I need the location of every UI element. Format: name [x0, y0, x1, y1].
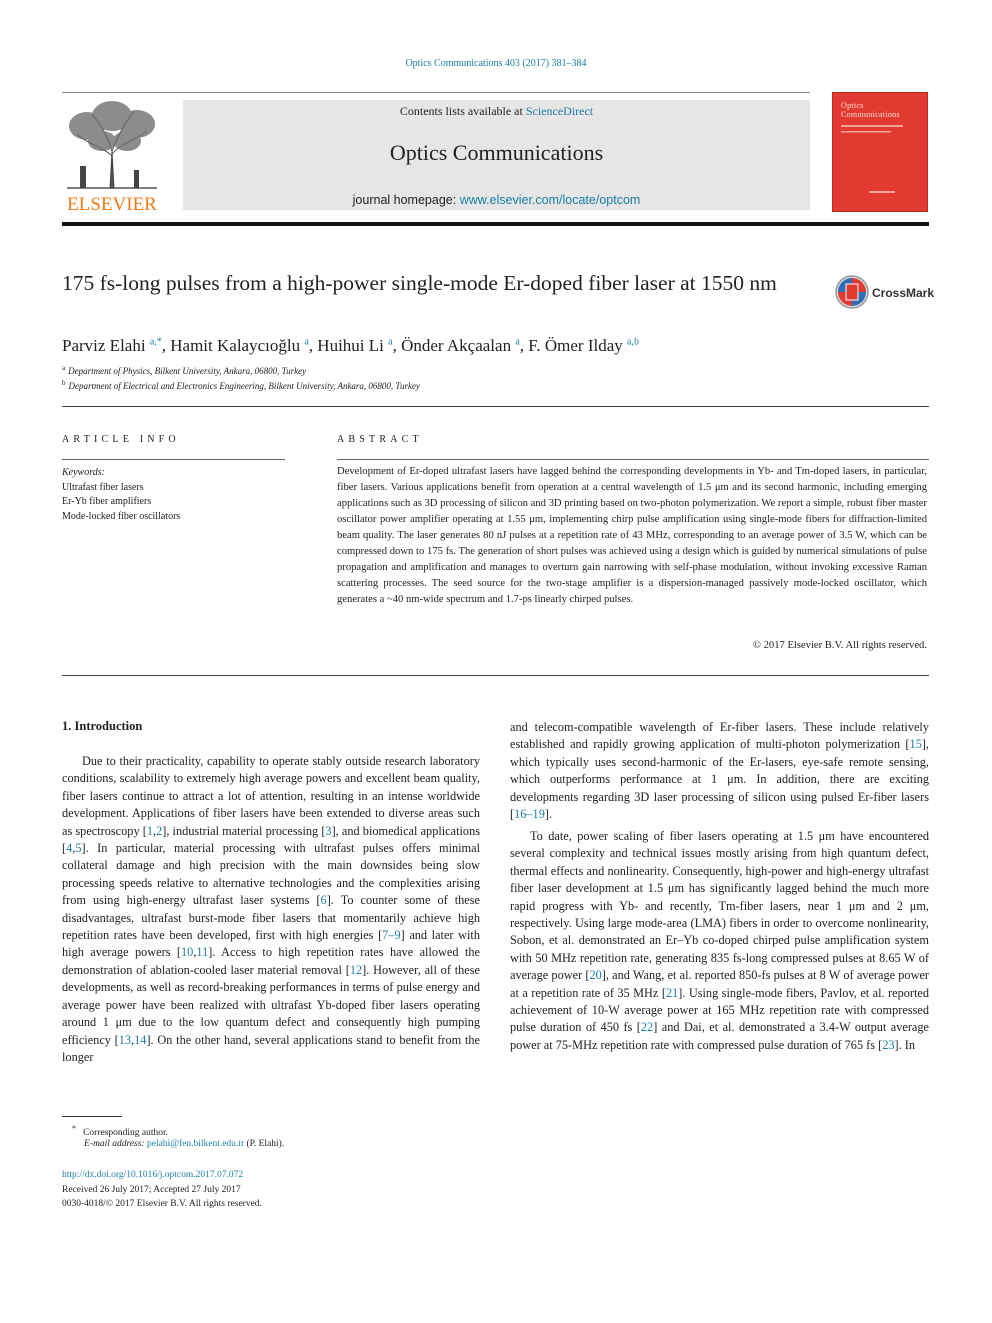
reference-link[interactable]: 7–9: [382, 928, 401, 943]
elsevier-logo[interactable]: [62, 96, 162, 214]
author-name[interactable]: Önder Akçaalan: [401, 336, 512, 355]
author-name[interactable]: Parviz Elahi: [62, 336, 146, 355]
divider: [62, 406, 929, 407]
reference-link[interactable]: 11: [196, 945, 209, 960]
contents-prefix: Contents lists available at: [399, 104, 526, 118]
email-suffix: (P. Elahi).: [244, 1139, 285, 1149]
reference-link[interactable]: 15: [909, 737, 922, 752]
email-note: [84, 1139, 284, 1149]
journal-masthead: [183, 100, 810, 210]
reference-link[interactable]: 3: [325, 823, 332, 838]
cover-decoration: [841, 125, 921, 205]
affiliation-mark: a: [62, 364, 66, 372]
reference-link[interactable]: 14: [134, 1032, 147, 1047]
body-paragraph: and telecom-compatible wavelength of Er-fiber lasers. These include relatively established and rapidly growing application of multi-photon polymerization [15], which typically uses second-harmonic of the Er-lasers, eye-safe remote sensing, which outperforms performance at 1 μm. In addition, there are exciting developments regarding 3D laser processing of silicon using pulsed Er-fiber lasers [16–19].: [510, 720, 929, 822]
body-paragraph: To date, power scaling of fiber lasers operating at 1.5 μm have encountered several complexity and technical issues mostly arising from high quantum defect, thermal effects and nonlinearity. Consequently, high-power and high-energy ultrafast fiber laser development at 1.5 μm has significantly lagged behind the much more rapid progress with Yb- and recently, Tm-fiber lasers, near 1 μm and 2 μm, respectively. Using large mode-area (LMA) fibers in order to overcome nonlinearity, Sobon, et al. demonstrated an Er–Yb co-doped chirped pulse amplification system with 50 MHz repetition rate, generating 835 fs-long compressed pulses at 8.65 W of average power [20], and Wang, et al. reported 850-fs pulses at 8 W of average power at a repetition rate of 35 MHz [21]. Using single-mode fibers, Pavlov, et al. reported achievement of 10-W average power at 165 MHz repetition rate with compressed pulse duration of 450 fs [22] and Dai, et al. demonstrated a 3.4-W output average power at 75-MHz repetition rate with compressed pulse duration of 765 fs [23]. In: [510, 829, 930, 1052]
author-affiliation-mark[interactable]: a,*: [149, 336, 162, 348]
corresponding-author-note: [72, 1124, 168, 1138]
divider: [62, 459, 285, 460]
homepage-prefix: journal homepage:: [352, 193, 460, 207]
author-affiliation-mark[interactable]: a: [515, 336, 520, 348]
divider: [337, 459, 929, 460]
crossmark-label: CrossMark: [872, 286, 935, 300]
reference-link[interactable]: 5: [75, 841, 82, 856]
footnote-mark: *: [72, 1124, 76, 1133]
reference-link[interactable]: 21: [665, 985, 679, 1000]
keywords-label: Keywords:: [62, 467, 105, 478]
reference-link[interactable]: 20: [589, 968, 602, 983]
reference-link[interactable]: 12: [349, 962, 363, 977]
reference-link[interactable]: 22: [640, 1020, 654, 1035]
footnote-rule: [62, 1116, 122, 1117]
crossmark-badge[interactable]: [834, 274, 934, 310]
email-label: E-mail address:: [84, 1139, 147, 1149]
header-rule-top: [62, 92, 810, 93]
journal-homepage-link[interactable]: www.elsevier.com/locate/optcom: [459, 193, 641, 207]
doi-link[interactable]: http://dx.doi.org/10.1016/j.optcom.2017.07.072: [62, 1170, 244, 1180]
email-link[interactable]: pelahi@fen.bilkent.edu.tr: [146, 1139, 245, 1149]
cover-title: Optics Communications: [841, 101, 900, 119]
elsevier-tree-icon: [62, 96, 162, 214]
received-dates: Received 26 July 2017; Accepted 27 July 2017: [62, 1185, 241, 1195]
keywords-block: [62, 466, 180, 524]
journal-cover-thumbnail[interactable]: [832, 92, 928, 212]
affiliation-mark: b: [62, 379, 66, 387]
corresponding-author-text: Corresponding author.: [83, 1128, 169, 1139]
issn-copyright: 0030-4018/© 2017 Elsevier B.V. All rights reserved.: [62, 1199, 262, 1209]
affiliation-text: Department of Electrical and Electronics Engineering, Bilkent University, Ankara, 06800, Turkey: [68, 381, 420, 391]
sciencedirect-link[interactable]: ScienceDirect: [525, 104, 594, 118]
journal-title: Optics Communications: [389, 140, 604, 165]
author-affiliation-mark[interactable]: a: [388, 336, 393, 348]
keyword: Mode-locked fiber oscillators: [62, 510, 181, 522]
article-info-heading: ARTICLE INFO: [62, 434, 180, 445]
article-title: 175 fs-long pulses from a high-power single-mode Er-doped fiber laser at 1550 nm: [62, 271, 777, 295]
body-paragraph: Due to their practicality, capability to operate stably outside research laboratory conditions, scalability to extremely high average powers and excellent beam quality, fiber lasers continue to attract a lot of attention, resulting in an intense worldwide development. Applications of fiber lasers have been extended to diverse areas such as spectroscopy [1,2], industrial material processing [3], and biomedical applications [4,5]. In particular, material processing with ultrafast pulses offers minimal collateral damage and high precision with the main downsides being slow processing speeds relative to alternative technologies and the complexities arising from using high-energy ultrafast laser systems [6]. To counter some of these disadvantages, ultrafast burst-mode fiber lasers that momentarily achieve high repetition rates have been developed, first with high energies [7–9] and later with high average powers [10,11]. Access to high repetition rates have allowed the demonstration of ablation-cooled laser material removal [12]. However, all of these developments, as well as record-breaking performances in terms of pulse energy and average power have been realized with ultrafast Yb-doped fiber lasers operating around 1 μm due to the low quantum defect and consequently high pumping efficiency [13,14]. On the other hand, several applications stand to benefit from the longer: [62, 754, 481, 1064]
contents-line: [183, 104, 810, 119]
author-name[interactable]: Hamit Kalaycıoğlu: [170, 336, 301, 355]
author-name[interactable]: Huihui Li: [317, 336, 384, 355]
reference-link[interactable]: 10: [181, 945, 194, 960]
reference-link[interactable]: 16–19: [514, 807, 545, 822]
affiliation-text: Department of Physics, Bilkent University, Ankara, 06800, Turkey: [68, 366, 307, 376]
section-heading-introduction: 1. Introduction: [62, 719, 143, 733]
reference-link[interactable]: 4: [66, 841, 73, 856]
reference-link[interactable]: 1: [146, 823, 153, 838]
divider: [62, 675, 929, 676]
copyright-notice: © 2017 Elsevier B.V. All rights reserved.: [752, 640, 927, 651]
header-rule-bottom: [62, 222, 929, 226]
publisher-wordmark: ELSEVIER: [67, 194, 157, 214]
affiliation: [62, 379, 420, 391]
abstract-heading: ABSTRACT: [337, 434, 423, 445]
keyword: Ultrafast fiber lasers: [62, 481, 144, 493]
reference-link[interactable]: 23: [882, 1037, 895, 1052]
affiliation: [62, 364, 306, 376]
author-name[interactable]: F. Ömer Ilday: [528, 336, 623, 355]
author-list: Parviz Elahi $^{a,*}$, Hamit Kalaycıoğlu $^a$, Huihui Li $^a$, Önder Akçaalan $^a$, F. Ömer Ilday $^{a,b}$: [62, 336, 639, 355]
author-affiliation-mark[interactable]: a: [304, 336, 309, 348]
author-affiliation-mark[interactable]: a,b: [627, 336, 639, 348]
reference-link[interactable]: 13: [118, 1032, 132, 1047]
homepage-line: [183, 193, 810, 207]
abstract-text: Development of Er-doped ultrafast lasers have lagged behind the corresponding developments in Yb- and Tm-doped lasers, in particular, fiber lasers. Various applications benefit from operation at a central wavelength of 1.5 μm and its second harmonic, including emerging applications such as 3D processing of silicon and 3D printing based on two-photon polymerization. We report a simple, robust fiber master oscillator power amplifier operating at 1.55 μm, implementing chirp pulse amplification using single-mode fibers for diffraction-limited beam quality. The laser generates 80 nJ pulses at a repetition rate of 43 MHz, corresponding to an average power of 3.5 W, which can be compressed down to 175 fs. The generation of short pulses was achieved using a design which is guided by numerical simulations of pulse propagation and amplification and manages to overturn gain narrowing with self-phase modulation, without invoking excessive Raman scattering processes. The seed source for the two-stage amplifier is a dispersion-managed passively mode-locked oscillator, which generates a ~40 nm-wide spectrum and 1.7-ps linearly chirped pulses.: [337, 466, 927, 605]
journal-citation-link[interactable]: Optics Communications 403 (2017) 381–384: [405, 58, 587, 69]
crossmark-icon: [834, 274, 870, 310]
reference-link[interactable]: 2: [156, 823, 163, 838]
reference-link[interactable]: 6: [320, 893, 327, 908]
keyword: Er-Yb fiber amplifiers: [62, 496, 152, 507]
